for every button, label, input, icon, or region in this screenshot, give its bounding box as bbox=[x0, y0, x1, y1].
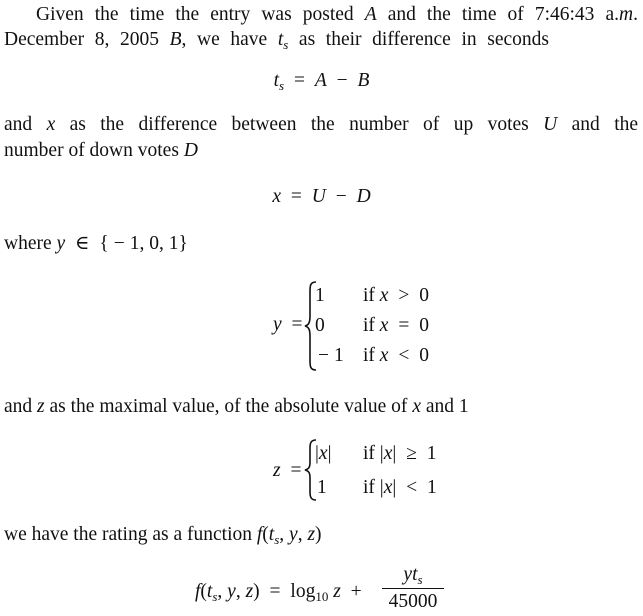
para2-line2: number of down votes D bbox=[4, 140, 198, 161]
para1-line1: Given the time the entry was posted A and the time of 7:46:43 a.m. bbox=[36, 4, 638, 25]
fraction-bar bbox=[382, 588, 444, 589]
fraction bbox=[382, 563, 444, 614]
equation-f-lhs: $f(t_s$, y, $z) = \log_{10} z$ + bbox=[195, 581, 362, 604]
case-y-2-value: 0 bbox=[315, 315, 325, 336]
para4-text: and z as the maximal value, of the absolute value of x and 1 bbox=[4, 396, 469, 417]
equation-x: x = U − D bbox=[272, 186, 371, 207]
para5-text: we have the rating as a function $f(t_s$, y, z) bbox=[4, 524, 322, 547]
fraction-denominator: 45000 bbox=[388, 591, 438, 613]
case-z-1-value: |x| bbox=[315, 443, 332, 464]
para2-line1: and x as the difference between the number of up votes U and the bbox=[4, 114, 639, 135]
para1-line2: December 8, 2005 B, we have $t_s$ as their difference in seconds bbox=[4, 29, 549, 52]
equation-y-lhs: y = bbox=[273, 314, 303, 335]
case-y-1-value: 1 bbox=[315, 285, 325, 306]
case-z-2-condition: if |x| < 1 bbox=[363, 477, 437, 498]
equation-ts: $t_s = A - B$ bbox=[273, 70, 370, 93]
case-y-3-value: − 1 bbox=[318, 345, 344, 366]
case-z-1-condition: if |x| ≥ 1 bbox=[363, 443, 437, 464]
equation-z-lhs: z = bbox=[273, 460, 302, 481]
fraction-numerator: $yt_s$ bbox=[403, 564, 423, 587]
case-z-2-value: 1 bbox=[317, 477, 327, 498]
para3-text: where y ∈ { − 1, 0, 1} bbox=[4, 233, 188, 254]
case-y-2-condition: if x = 0 bbox=[363, 315, 429, 336]
case-y-3-condition: if x < 0 bbox=[363, 345, 429, 366]
case-y-1-condition: if x > 0 bbox=[363, 285, 429, 306]
